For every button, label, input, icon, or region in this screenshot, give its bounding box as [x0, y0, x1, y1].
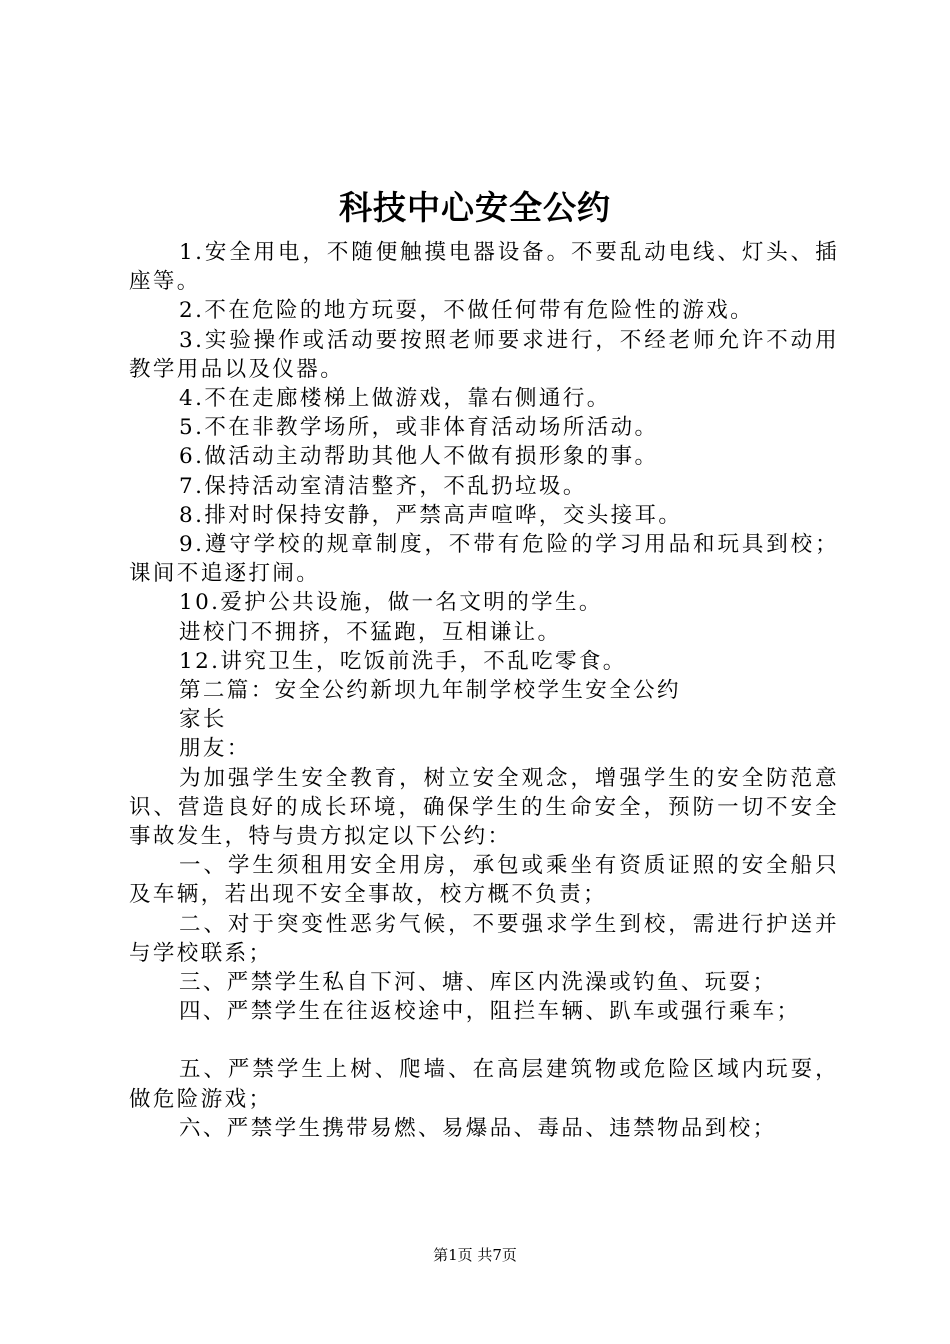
paragraph-7: 7.保持活动室清洁整齐，不乱扔垃圾。 — [179, 473, 587, 499]
document-body — [129, 238, 839, 1143]
paragraph-2: 2.不在危险的地方玩耍，不做任何带有危险性的游戏。 — [179, 298, 755, 324]
clause-4: 四、严禁学生在往返校途中，阻拦车辆、趴车或强行乘车； — [179, 999, 801, 1025]
clause-3: 三、严禁学生私自下河、塘、库区内洗澡或钓鱼、玩耍； — [179, 970, 777, 996]
intro-paragraph: 为加强学生安全教育，树立安全观念，增强学生的安全防范意识、营造良好的成长环境，确保学生的生命安全，预防一切不安全事故发生，特与贵方拟定以下公约： — [129, 765, 839, 850]
salutation-parent: 家长 — [179, 707, 227, 733]
paragraph-1: 1.安全用电，不随便触摸电器设备。不要乱动电线、灯头、插座等。 — [129, 240, 839, 295]
page-number: 第1页 共7页 — [433, 1246, 517, 1264]
paragraph-9: 9.遵守学校的规章制度，不带有危险的学习用品和玩具到校；课间不追逐打闹。 — [129, 532, 839, 587]
clause-6: 六、严禁学生携带易燃、易爆品、毒品、违禁物品到校； — [179, 1115, 777, 1141]
paragraph-11: 进校门不拥挤，不猛跑，互相谦让。 — [179, 619, 562, 645]
paragraph-12: 12.讲究卫生，吃饭前洗手，不乱吃零食。 — [179, 648, 627, 674]
paragraph-4: 4.不在走廊楼梯上做游戏，靠右侧通行。 — [179, 386, 611, 412]
paragraph-6: 6.做活动主动帮助其他人不做有损形象的事。 — [179, 444, 659, 470]
paragraph-10: 10.爱护公共设施，做一名文明的学生。 — [179, 590, 603, 616]
clause-5: 五、严禁学生上树、爬墙、在高层建筑物或危险区域内玩耍，做危险游戏； — [129, 1057, 839, 1112]
clause-1: 一、学生须租用安全用房，承包或乘坐有资质证照的安全船只及车辆，若出现不安全事故，校方概不负责； — [129, 853, 839, 908]
salutation-friend: 朋友： — [179, 736, 251, 762]
clause-2: 二、对于突变性恶劣气候，不要强求学生到校，需进行护送并与学校联系； — [129, 911, 839, 966]
paragraph-5: 5.不在非教学场所，或非体育活动场所活动。 — [179, 415, 659, 441]
paragraph-8: 8.排对时保持安静，严禁高声喧哗，交头接耳。 — [179, 502, 683, 528]
document-title: 科技中心安全公约 — [339, 188, 611, 227]
paragraph-3: 3.实验操作或活动要按照老师要求进行，不经老师允许不动用教学用品以及仪器。 — [129, 327, 839, 382]
section-heading: 第二篇：安全公约新坝九年制学校学生安全公约 — [179, 678, 681, 704]
